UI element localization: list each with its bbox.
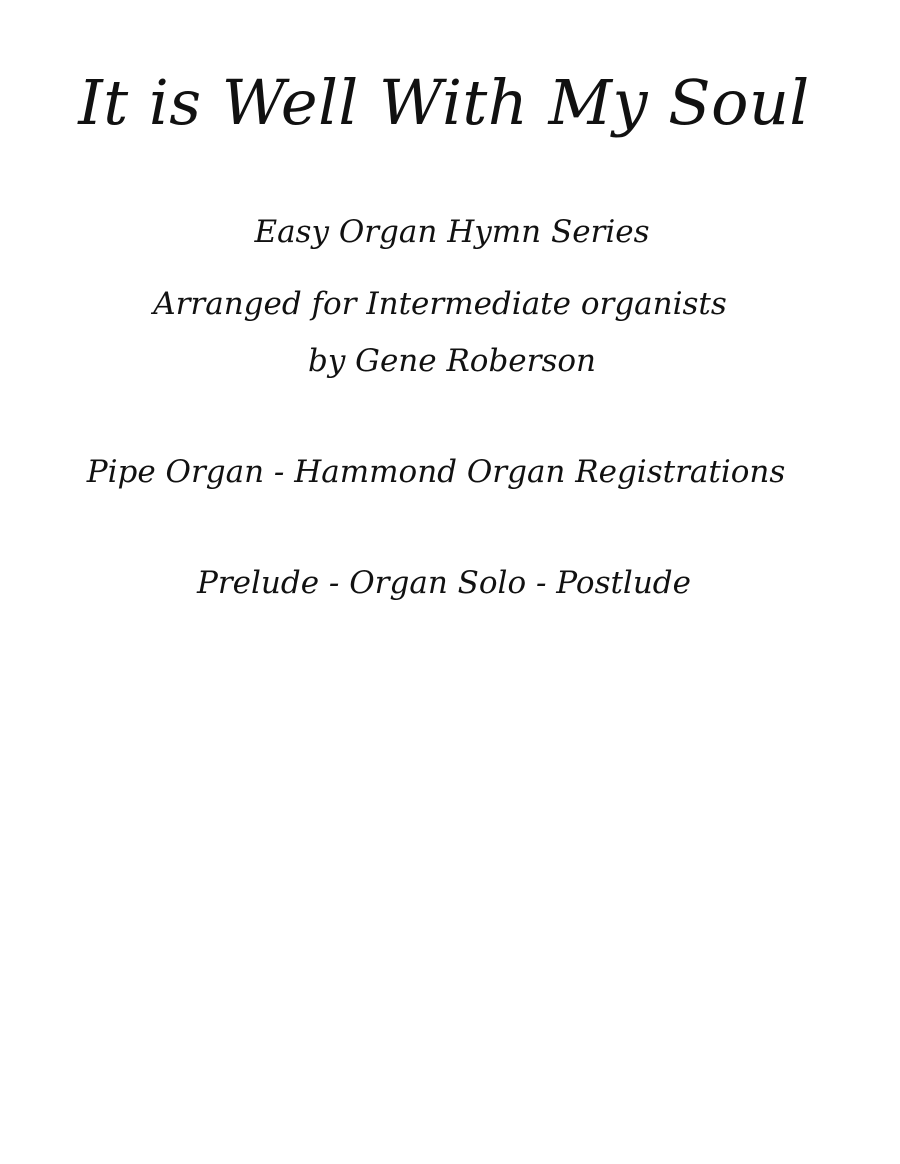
registrations-text: Pipe Organ - Hammond Organ Registrations [86, 454, 786, 490]
arranged-for-text: Arranged for Intermediate organists [153, 286, 727, 322]
series-name: Easy Organ Hymn Series [254, 214, 650, 250]
page-title: It is Well With My Soul [78, 66, 810, 139]
arranger-credit: by Gene Roberson [307, 343, 597, 379]
usage-text: Prelude - Organ Solo - Postlude [196, 565, 692, 601]
